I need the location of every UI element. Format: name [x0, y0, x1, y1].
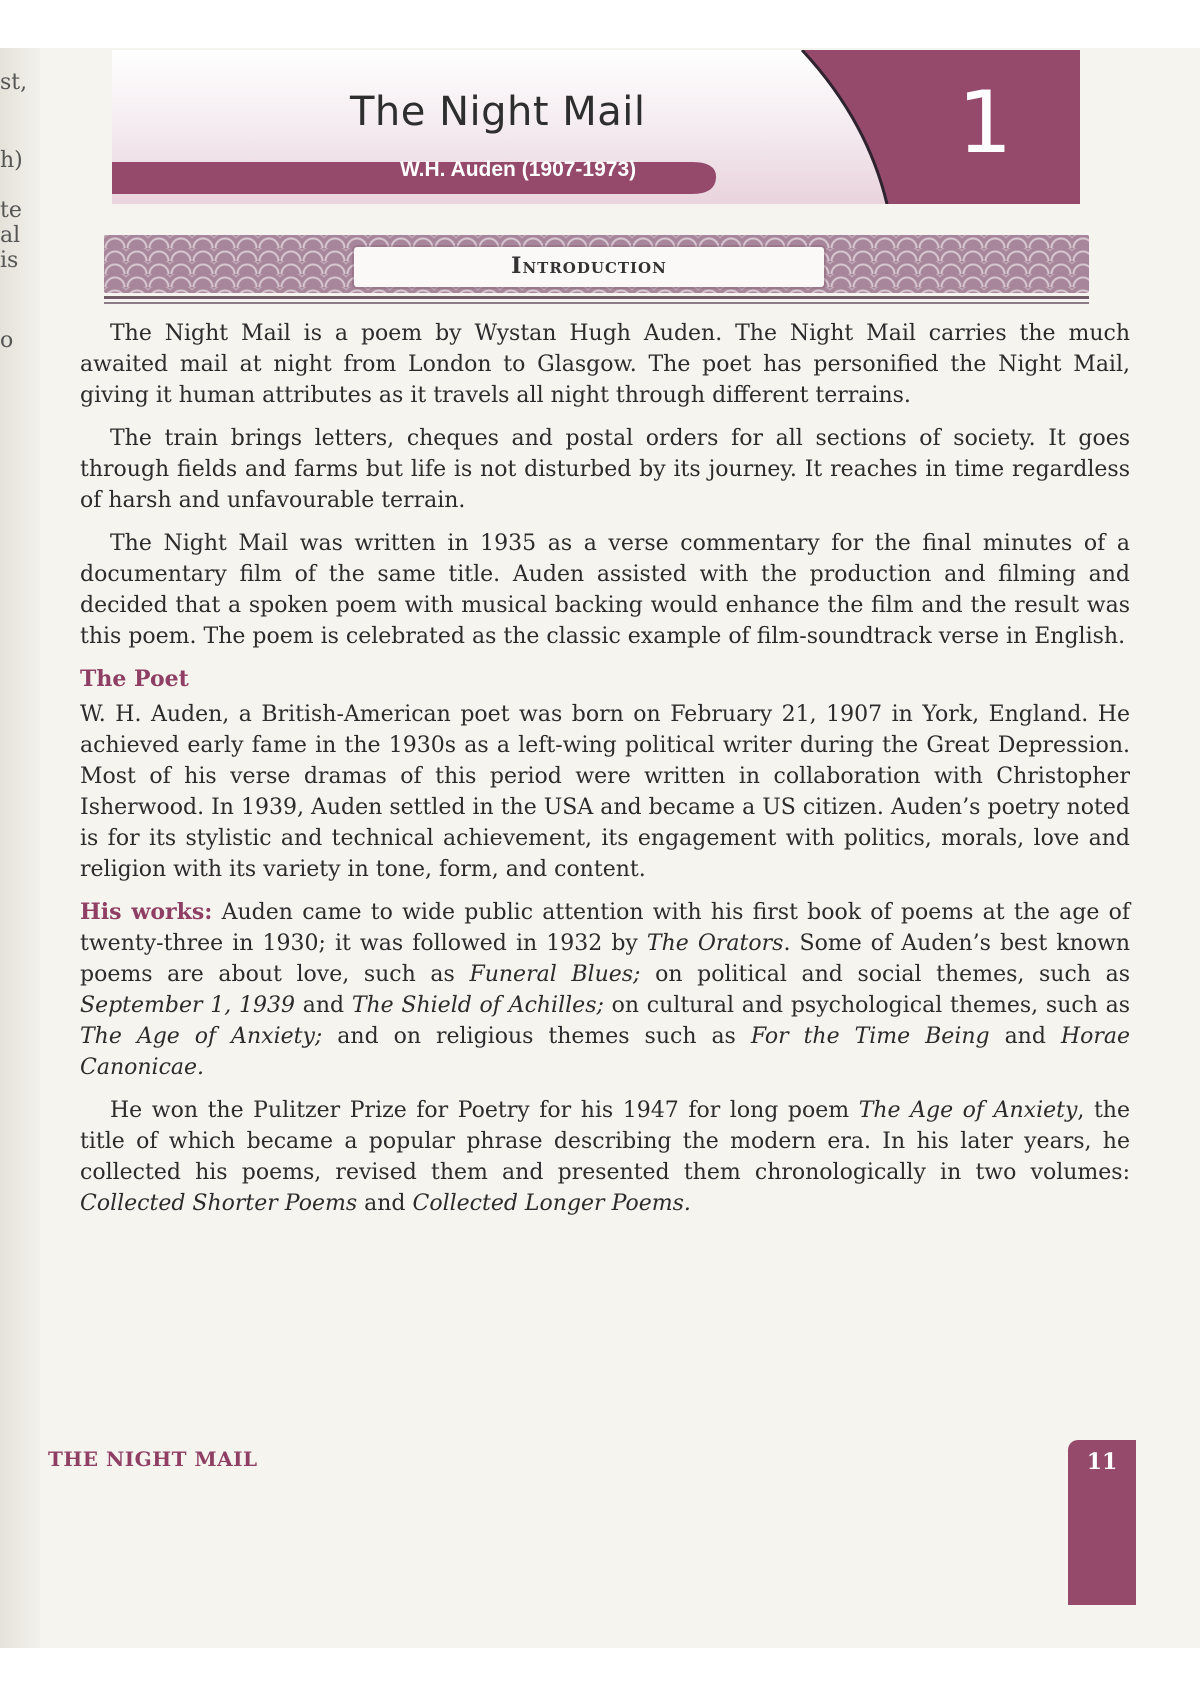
page-number: 11 — [1086, 1449, 1118, 1475]
poet-paragraph: W. H. Auden, a British-American poet was born on February 21, 1907 in York, England. He achieved early fame in the 1930s as a left-wing political writer during the Great Depression. Most of his verse dramas of this period were written in collaboration with Christopher Isherwood. In 1939, Auden settled in the USA and became a US citizen. Auden’s poetry noted is for its stylistic and technical achievement, its engagement with politics, morals, love and religion with its variety in tone, form, and content. — [80, 702, 1130, 882]
margin-fragment: o — [0, 328, 14, 353]
works-text: on political and social themes, such as — [640, 962, 1130, 987]
works-text: and on religious themes such as — [322, 1024, 751, 1049]
prize-text: , the title of which became a popular phrase describing the modern era. In his later years, he collected his poems, revised them and presented them chronologically in two volumes: — [80, 1098, 1130, 1185]
works-text: and — [294, 993, 352, 1018]
footer-chapter-title: THE NIGHT MAIL — [48, 1447, 258, 1471]
works-text: Auden came to wide public attention with his first book of poems at the age of twenty-three in 1930; it was followed in 1932 by — [80, 900, 1130, 956]
works-text: . Some of Auden’s best known poems are about love, such as — [80, 931, 1131, 987]
facing-page-edge — [0, 48, 40, 1648]
work-title: The Shield of Achilles; — [351, 993, 604, 1018]
prize-paragraph — [80, 1095, 1130, 1219]
divider-rule — [104, 296, 1089, 299]
intro-paragraph-1: The Night Mail is a poem by Wystan Hugh Auden. The Night Mail carries the much awaited mail at night from London to Glasgow. The poet has personified the Night Mail, giving it human attributes as it travels all night through different terrains. — [80, 321, 1130, 408]
prize-text: and — [357, 1191, 413, 1216]
divider-rule — [104, 302, 1089, 304]
chapter-title: The Night Mail — [350, 89, 646, 135]
works-text: on cultural and psychological themes, such as — [603, 993, 1131, 1018]
work-title: The Age of Anxiety; — [80, 1024, 323, 1049]
work-title: The Age of Anxiety — [858, 1098, 1078, 1123]
margin-fragment: is — [0, 248, 19, 273]
works-text: and — [989, 1024, 1061, 1049]
intro-paragraph-2: The train brings letters, cheques and postal orders for all sections of society. It goes through fields and farms but life is not disturbed by its journey. It reaches in time regardless of harsh and unfavourable terrain. — [80, 426, 1130, 513]
body-text — [80, 318, 1130, 1231]
work-title: Collected Longer Poems. — [412, 1191, 691, 1216]
work-title: For the Time Being — [750, 1024, 990, 1049]
introduction-heading: Introduction — [511, 253, 667, 279]
prize-text: He won the Pulitzer Prize for Poetry for his 1947 for long poem — [110, 1098, 859, 1123]
work-title: Funeral Blues; — [469, 962, 641, 987]
work-title: Horae Canonicae. — [80, 1024, 1130, 1080]
author-name: W.H. Auden (1907-1973) — [400, 158, 637, 181]
margin-fragment: h) — [0, 148, 23, 173]
margin-fragment: al — [0, 223, 21, 248]
work-title: September 1, 1939 — [80, 993, 295, 1018]
work-title: Collected Shorter Poems — [80, 1191, 358, 1216]
work-title: The Orators — [646, 931, 784, 956]
works-paragraph — [80, 897, 1130, 1083]
poet-heading: The Poet — [80, 666, 189, 692]
chapter-number: 1 — [957, 73, 1013, 173]
works-lead: His works: — [80, 899, 213, 925]
margin-fragment: st, — [0, 70, 28, 95]
intro-paragraph-3: The Night Mail was written in 1935 as a verse commentary for the final minutes of a documentary film of the same title. Auden assisted with the production and filming and decided that a spoken poem with musical backing would enhance the film and the result was this poem. The poem is celebrated as the classic example of film-soundtrack verse in English. — [80, 531, 1130, 649]
margin-fragment: te — [0, 198, 22, 223]
